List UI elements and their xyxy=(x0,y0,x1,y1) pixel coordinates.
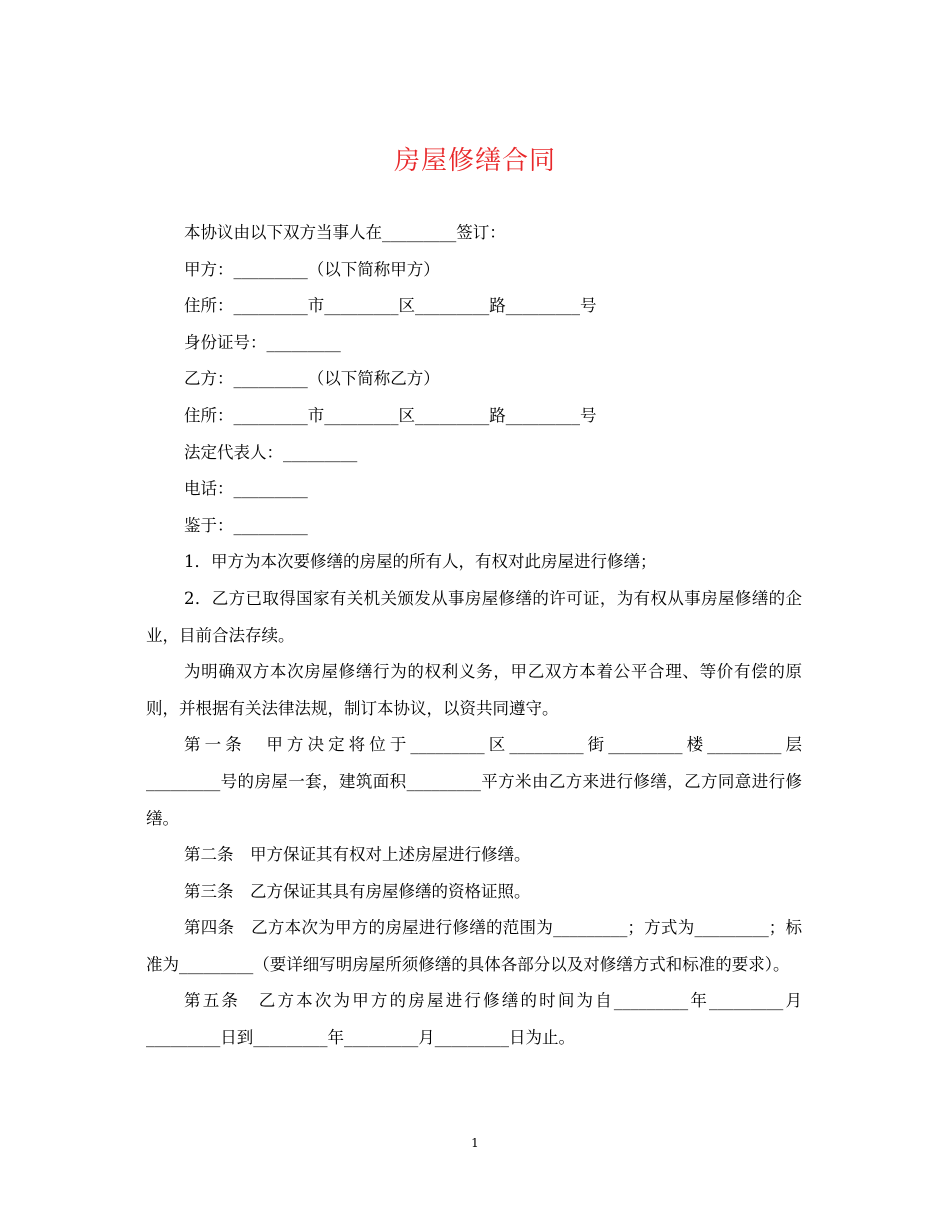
document-title: 房屋修缮合同 xyxy=(393,146,556,176)
paragraph-party-b: 乙方：_________（以下简称乙方） xyxy=(184,369,440,389)
paragraph-recital-1: 1．甲方为本次要修缮的房屋的所有人，有权对此房屋进行修缮； xyxy=(184,552,657,572)
paragraph-purpose: 为明确双方本次房屋修缮行为的权利义务，甲乙双方本着公平合理、等价有偿的原则，并根据有关法律法规，制订本协议，以资共同遵守。 xyxy=(146,662,802,718)
paragraph-article-5: 第五条 乙方本次为甲方的房屋进行修缮的时间为自_________年_________月_________日到_________年_________月_________日为止。 xyxy=(146,991,802,1048)
paragraph-party-b-address: 住所：_________市_________区_________路_________号 xyxy=(184,405,597,425)
paragraph-article-2: 第二条 甲方保证其有权对上述房屋进行修缮。 xyxy=(184,845,531,865)
page-number: 1 xyxy=(471,1136,479,1150)
paragraph-id-number: 身份证号：_________ xyxy=(184,332,341,352)
paragraph-article-4: 第四条 乙方本次为甲方的房屋进行修缮的范围为_________；方式为_________；标准为_________（要详细写明房屋所须修缮的具体各部分以及对修缮方式和标准的要求）。 xyxy=(146,918,802,974)
paragraph-whereas: 鉴于：_________ xyxy=(184,515,308,535)
paragraph-party-a: 甲方：_________（以下简称甲方） xyxy=(184,259,440,279)
paragraph-legal-representative: 法定代表人：_________ xyxy=(184,442,358,462)
paragraph-article-3: 第三条 乙方保证其具有房屋修缮的资格证照。 xyxy=(184,881,531,901)
document-body xyxy=(146,215,802,1057)
paragraph-article-1: 第一条 甲方决定将位于_________区_________街_________楼_________层_________号的房屋一套，建筑面积_________平方米由乙方来进行修缮，乙方同意进行修缮。 xyxy=(146,735,803,828)
paragraph-phone: 电话：_________ xyxy=(184,479,308,499)
paragraph-intro: 本协议由以下双方当事人在_________签订： xyxy=(184,223,506,242)
paragraph-party-a-address: 住所：_________市_________区_________路_________号 xyxy=(184,296,597,316)
paragraph-recital-2: 2．乙方已取得国家有关机关颁发从事房屋修缮的许可证，为有权从事房屋修缮的企业，目前合法存续。 xyxy=(146,588,802,645)
